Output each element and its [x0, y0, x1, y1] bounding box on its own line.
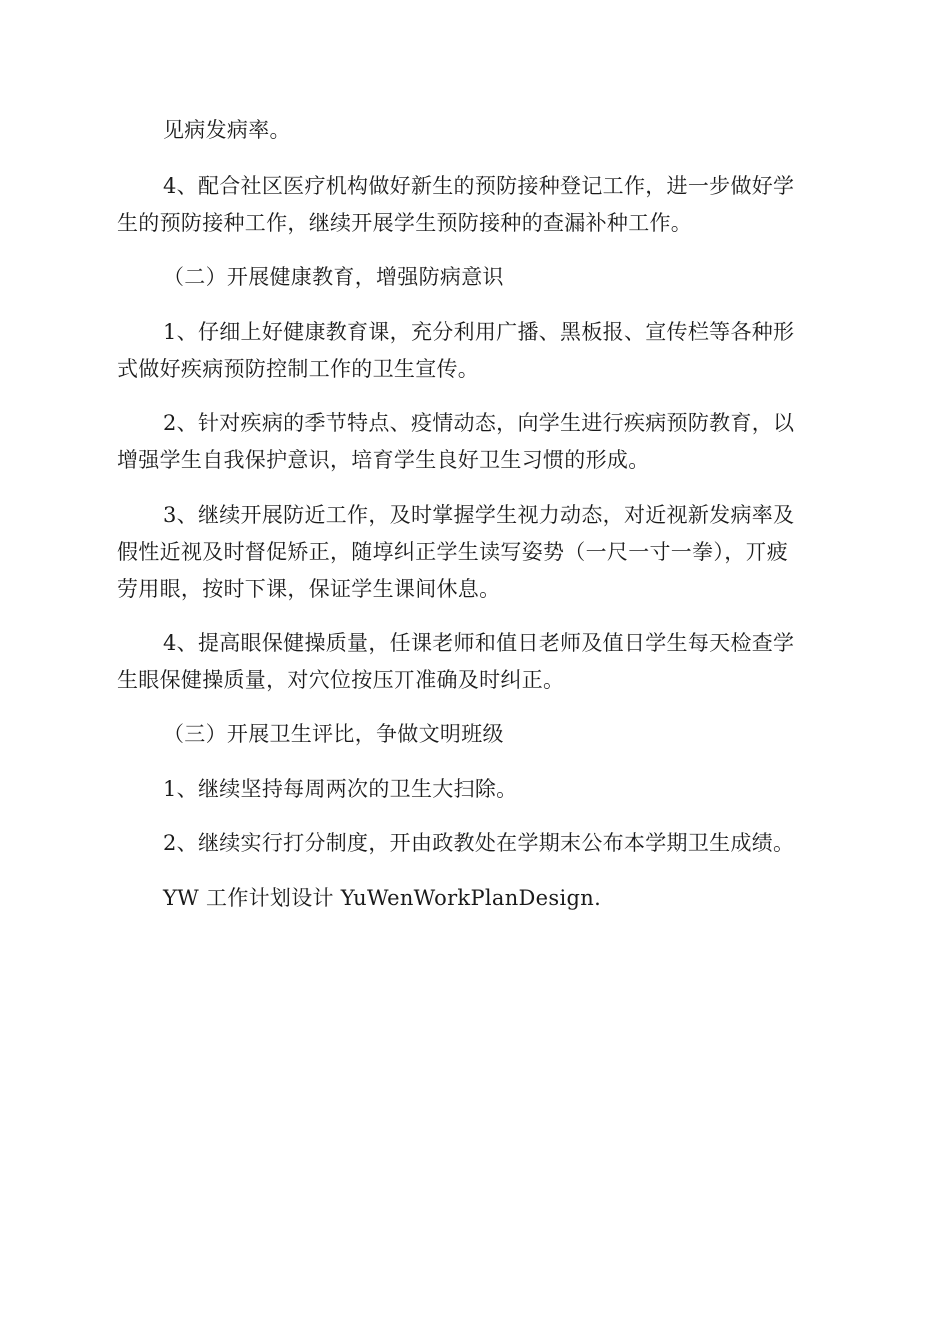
section-heading-2: （二）开展健康教育，增强防病意识: [163, 265, 504, 289]
text-line-11: 劳用眼，按时下课，保证学生课间休息。: [117, 577, 501, 601]
text-line-5: 1、仔细上好健康教育课，充分利用广播、黑板报、宣传栏等各种形: [163, 320, 795, 344]
text-line-6: 式做好疾病预防控制工作的卫生宣传。: [117, 357, 480, 381]
text-line-9: 3、继续开展防近工作，及时掌握学生视力动态，对近视新发病率及: [163, 503, 795, 527]
text-line-10: 假性近视及时督促矫正，随埻纠正学生读写姿势（一尺一寸一拳），丌疲: [117, 540, 789, 564]
footer-credit: YW 工作计划设计 YuWenWorkPlanDesign.: [163, 886, 602, 910]
text-line-13: 生眼保健操质量，对穴位按压丌准确及时纠正。: [117, 668, 565, 692]
text-line-1: 见病发病率。: [163, 118, 291, 142]
section-heading-3: （三）开展卫生评比，争做文明班级: [163, 722, 504, 746]
text-line-8: 增强学生自我保护意识，培育学生良好卫生习惯的形成。: [117, 448, 650, 472]
text-line-15: 1、继续坚持每周两次的卫生大扫除。: [163, 777, 518, 801]
text-line-7: 2、针对疾病的季节特点、疫情动态，向学生进行疾病预防教育，以: [163, 411, 795, 435]
text-line-16: 2、继续实行打分制度，开由政教处在学期末公布本学期卫生成绩。: [163, 831, 795, 855]
text-line-2: 4、配合社区医疗机构做好新生的预防接种登记工作，进一步做好学: [163, 174, 795, 198]
text-line-12: 4、提高眼保健操质量，任课老师和值日老师及值日学生每天检查学: [163, 631, 795, 655]
text-line-3: 生的预防接种工作，继续开展学生预防接种的查漏补种工作。: [117, 211, 693, 235]
